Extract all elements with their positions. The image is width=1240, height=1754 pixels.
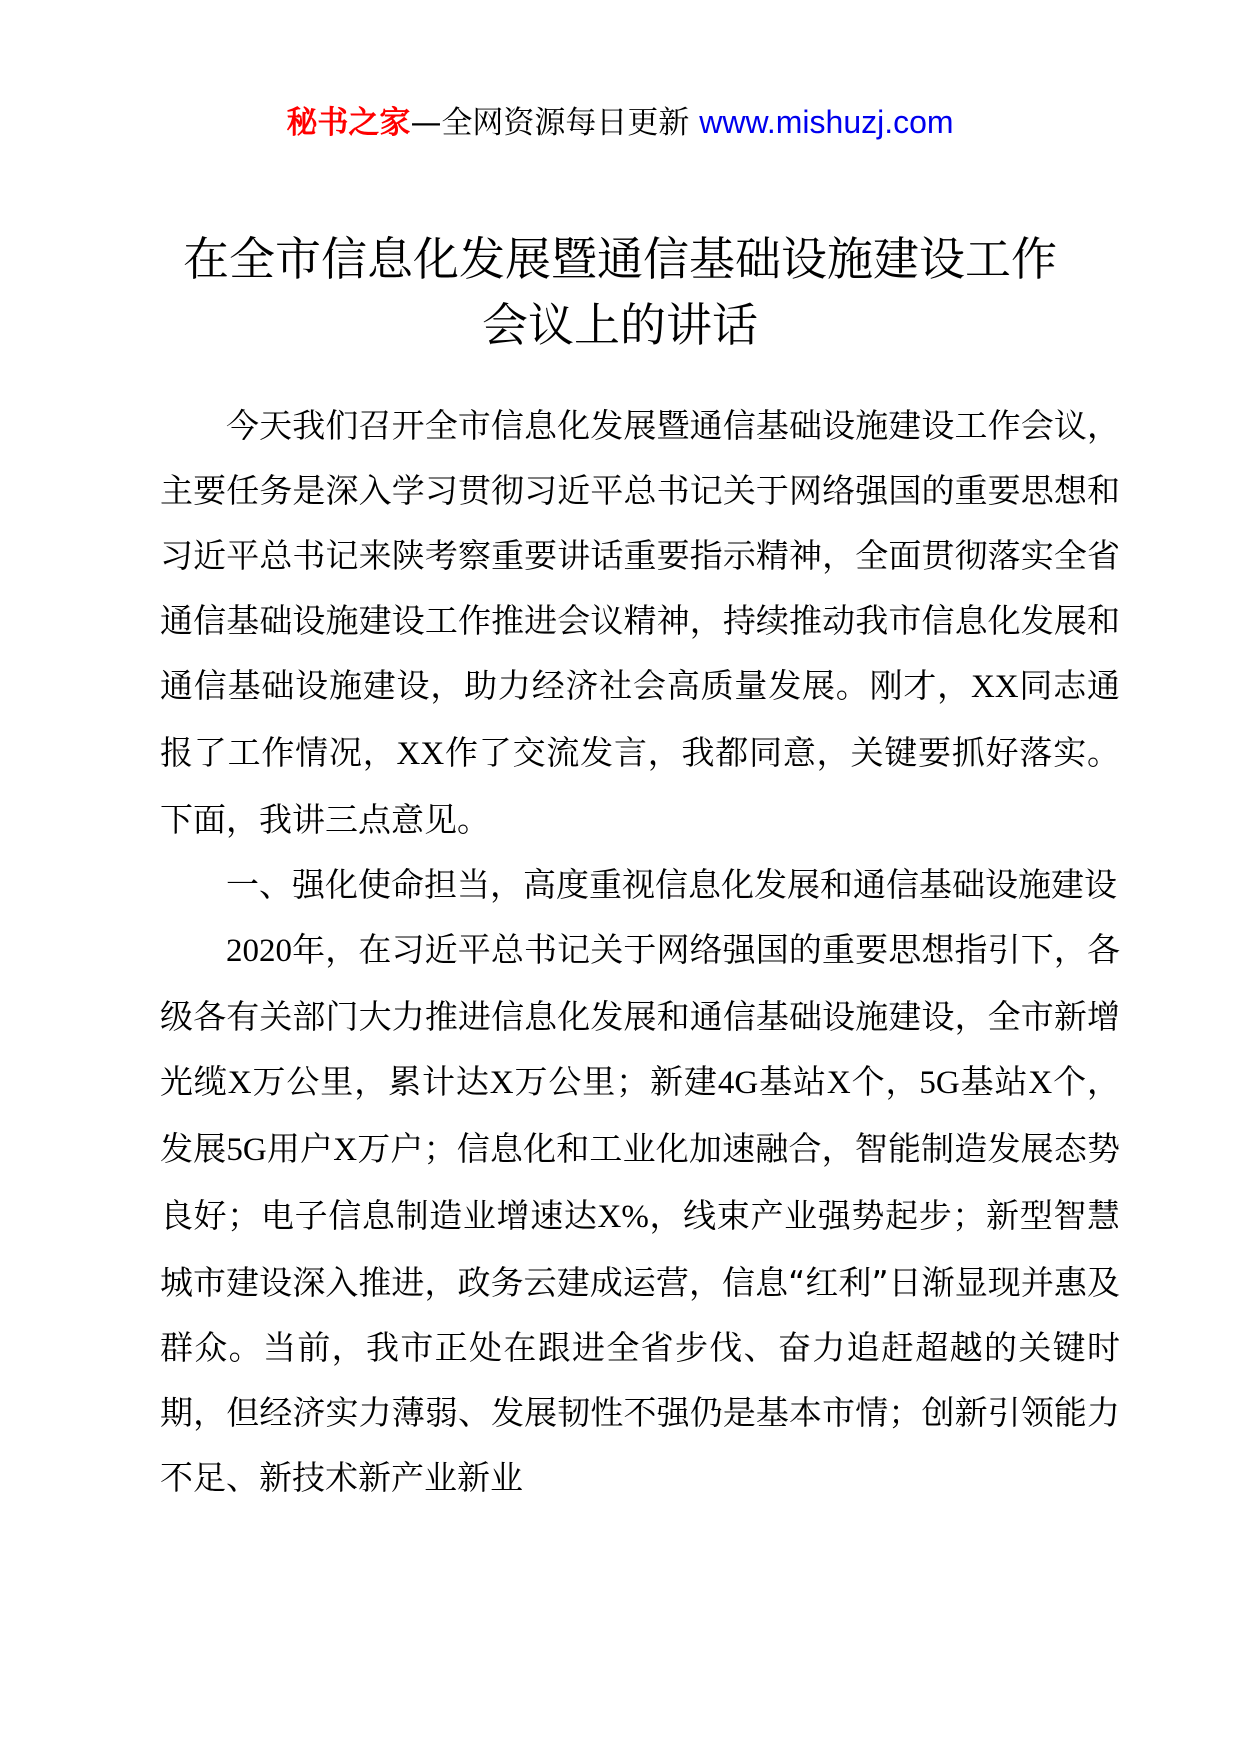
site-url-link[interactable]: www.mishuzj.com [699, 104, 954, 140]
site-brand: 秘书之家 [286, 105, 411, 141]
paragraph-intro: 今天我们召开全市信息化发展暨通信基础设施建设工作会议，主要任务是深入学习贯彻习近平总书记关于网络强国的重要思想和习近平总书记来陕考察重要讲话重要指示精神，全面贯彻落实全省通信基础设施建设工作推进会议精神，持续推动我市信息化发展和通信基础设施建设，助力经济社会高质量发展。刚才，XX同志通报了工作情况，XX作了交流发言，我都同意，关键要抓好落实。下面，我讲三点意见。 [160, 406, 1121, 839]
section-heading-1: 一、强化使命担当，高度重视信息化发展和通信基础设施建设 [226, 865, 1117, 904]
document-title-line-1: 在全市信息化发展暨通信基础设施建设工作 [183, 232, 1057, 286]
site-header [0, 100, 1240, 145]
document-title [100, 226, 1140, 358]
paragraph-section-1: 2020年，在习近平总书记关于网络强国的重要思想指引下，各级各有关部门大力推进信息化发展和通信基础设施建设，全市新增光缆X万公里，累计达X万公里；新建4G基站X个，5G基站X个，发展5G用户X万户；信息化和工业化加速融合，智能制造发展态势良好；电子信息制造业增速达X%，线束产业强势起步；新型智慧城市建设深入推进，政务云建成运营，信息“红利”日渐显现并惠及群众。当前，我市正处在跟进全省步伐、奋力追赶超越的关键时期，但经济实力薄弱、发展韧性不强仍是基本市情；创新引领能力不足、新技术新产业新业 [160, 930, 1121, 1497]
document-title-line-2: 会议上的讲话 [482, 298, 758, 352]
document-body [160, 393, 1120, 1510]
site-slogan: —全网资源每日更新 [410, 105, 690, 141]
